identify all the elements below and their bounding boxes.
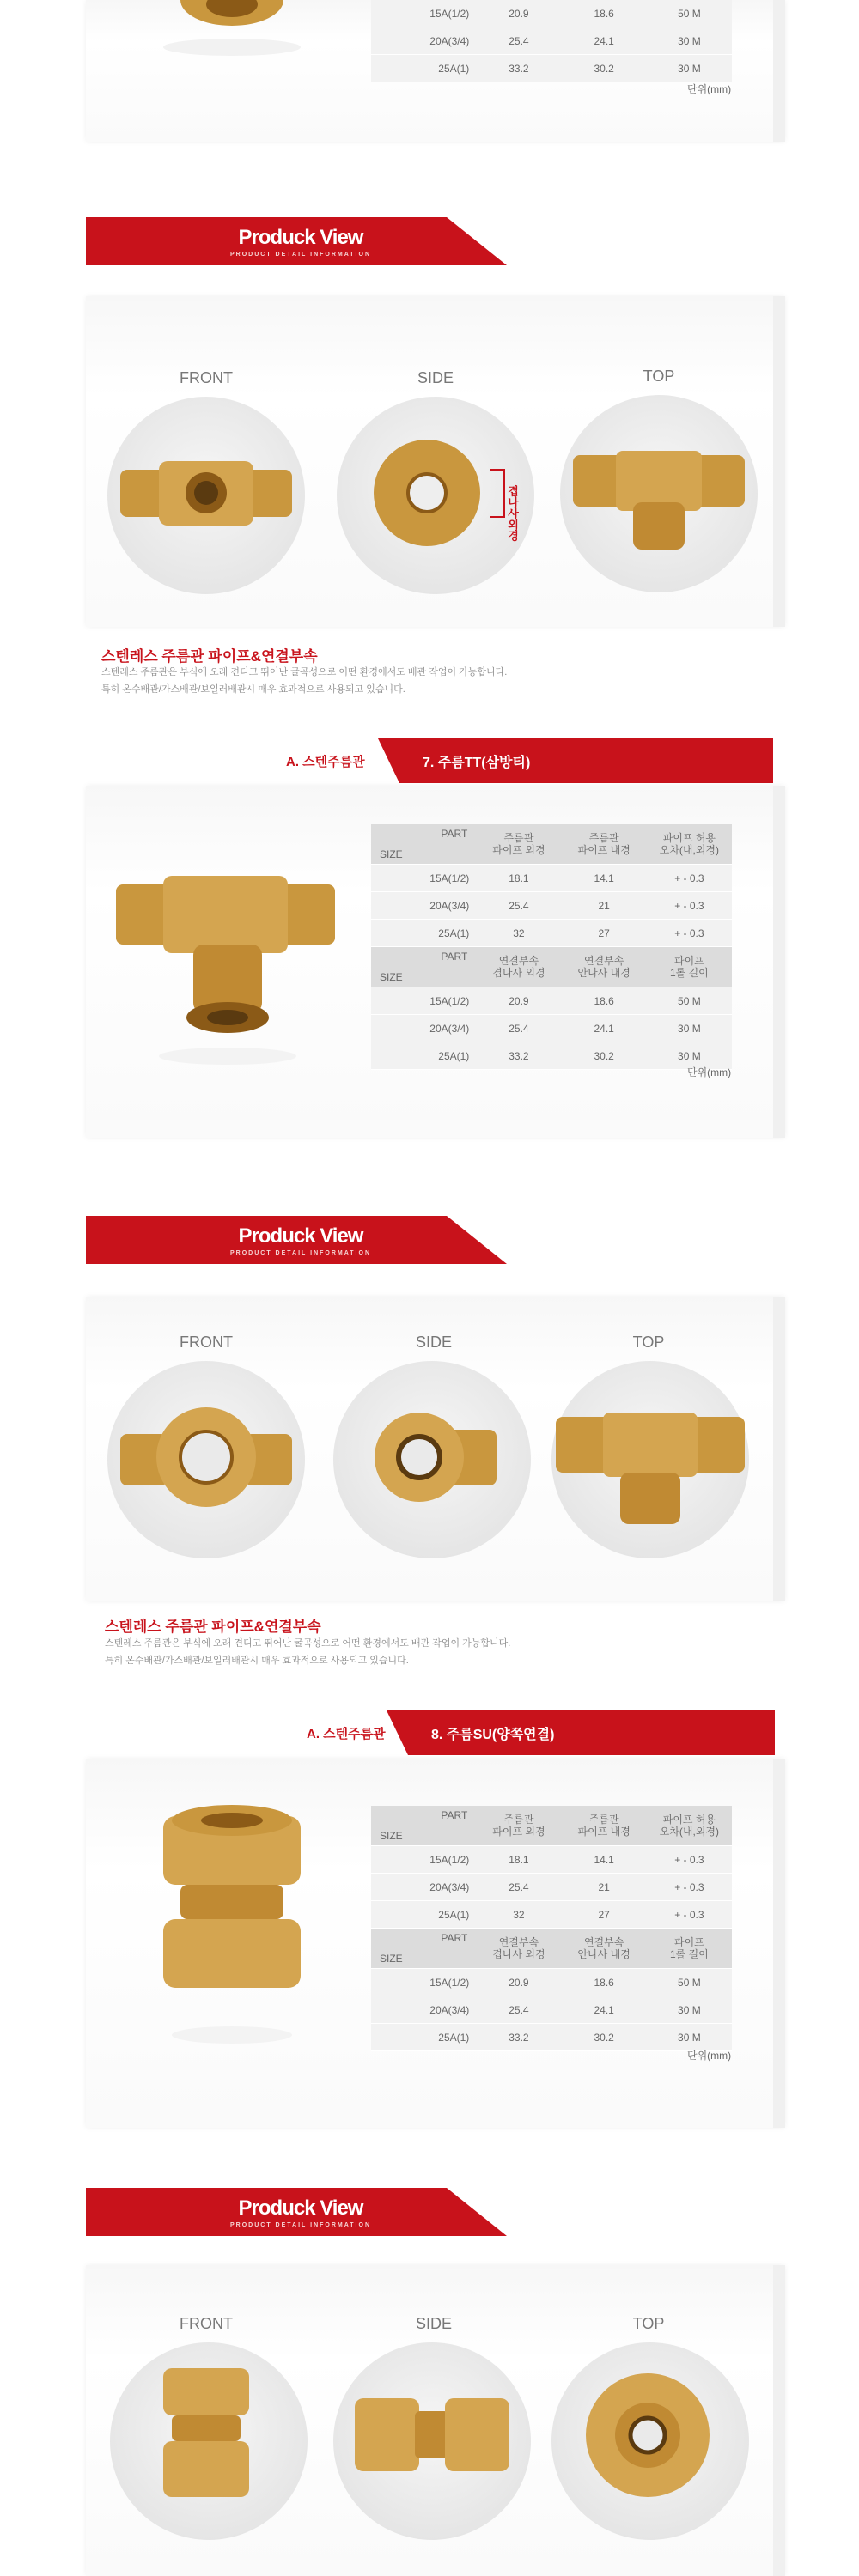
brass-tee-front-image bbox=[107, 1361, 305, 1558]
table-row: 20A(3/4) 25.4 21 + - 0.3 bbox=[371, 892, 732, 920]
table-row: 25A(1) 33.2 30.2 30 M bbox=[371, 2024, 732, 2051]
spec-table bbox=[371, 1806, 732, 2051]
table-row: 15A(1/2) 20.9 18.6 50 M bbox=[371, 0, 732, 27]
table-row: 25A(1) 33.2 30.2 30 M bbox=[371, 1042, 732, 1070]
product-category-bar bbox=[86, 1710, 773, 1755]
banner-title: Produck View bbox=[238, 226, 363, 249]
unit-label: 단위(mm) bbox=[687, 2050, 732, 2062]
view-label-top: TOP bbox=[632, 1334, 665, 1351]
brass-union-product-image bbox=[146, 1803, 318, 2061]
table-header-row: PART SIZE 주름관 파이프 외경 주름관 파이프 내경 파이프 허용 오차(내,외경) bbox=[371, 824, 732, 865]
view-label-front: FRONT bbox=[180, 1334, 233, 1351]
product-photo-previous bbox=[129, 0, 344, 69]
brass-union-top-image bbox=[551, 2342, 749, 2540]
view-label-front: FRONT bbox=[180, 369, 233, 386]
brass-tee-top-image bbox=[551, 1361, 749, 1558]
view-label-side: SIDE bbox=[415, 2315, 452, 2332]
banner-title: Produck View bbox=[238, 2196, 363, 2220]
table-row: 15A(1/2) 18.1 14.1 + - 0.3 bbox=[371, 1846, 732, 1874]
fitting-info-title: 스텐레스 주름관 파이프&연결부속 bbox=[101, 648, 318, 665]
product-name: 8. 주름SU(양쪽연결) bbox=[431, 1728, 555, 1742]
view-label-top: TOP bbox=[632, 2315, 665, 2332]
table-row: 20A(3/4) 25.4 24.1 30 M bbox=[371, 1015, 732, 1042]
brass-fitting-image bbox=[129, 0, 344, 69]
product-name: 7. 주름TT(삼방티) bbox=[423, 756, 531, 770]
spec-table-previous bbox=[371, 0, 732, 82]
table-row: 25A(1) 32 27 + - 0.3 bbox=[371, 1901, 732, 1929]
view-label-top: TOP bbox=[643, 368, 675, 385]
view-label-side: SIDE bbox=[415, 1334, 452, 1351]
brass-tee-product-image bbox=[103, 850, 369, 1073]
brass-tee-side-image bbox=[333, 1361, 531, 1558]
product-view-banner bbox=[86, 1216, 507, 1264]
brass-union-side-image bbox=[333, 2342, 531, 2540]
fitting-info-description: 스텐레스 주름관은 부식에 오래 견디고 뛰어난 굴곡성으로 어떤 환경에서도 배관 작업이 가능합니다. 특히 온수배관/가스배관/보일러배관시 매우 효과적으로 사용되고 있습니다. bbox=[105, 1638, 511, 1666]
spec-table bbox=[371, 824, 732, 1070]
banner-subtitle: PRODUCT DETAIL INFORMATION bbox=[230, 1250, 371, 1256]
brass-union-front-image bbox=[110, 2342, 308, 2540]
view-label-side: SIDE bbox=[417, 369, 454, 386]
category-bar-arrow bbox=[378, 738, 412, 783]
brass-tee-top-image bbox=[560, 395, 758, 592]
unit-label: 단위(mm) bbox=[687, 83, 732, 95]
fitting-info-title: 스텐레스 주름관 파이프&연결부속 bbox=[105, 1619, 321, 1635]
table-row: 25A(1) 32 27 + - 0.3 bbox=[371, 920, 732, 947]
unit-label: 단위(mm) bbox=[687, 1066, 732, 1078]
table-row: 20A(3/4) 25.4 24.1 30 M bbox=[371, 27, 732, 55]
category-prefix: A. 스텐주름관 bbox=[286, 755, 365, 769]
table-header-row: PART SIZE 연결부속 겹나사 외경 연결부속 안나사 내경 파이프 1롤 길이 bbox=[371, 947, 732, 987]
table-row: 25A(1) 33.2 30.2 30 M bbox=[371, 55, 732, 82]
product-view-banner bbox=[86, 2188, 507, 2236]
table-row: 15A(1/2) 18.1 14.1 + - 0.3 bbox=[371, 865, 732, 892]
side-dimension-label: 겹나사외경 bbox=[506, 485, 519, 541]
table-row: 15A(1/2) 20.9 18.6 50 M bbox=[371, 987, 732, 1015]
view-label-front: FRONT bbox=[180, 2315, 233, 2332]
brass-tee-front-image bbox=[107, 397, 305, 594]
category-bar-arrow bbox=[387, 1710, 421, 1755]
banner-subtitle: PRODUCT DETAIL INFORMATION bbox=[230, 252, 371, 258]
table-row: 20A(3/4) 25.4 21 + - 0.3 bbox=[371, 1874, 732, 1901]
banner-title: Produck View bbox=[238, 1224, 363, 1248]
product-view-banner bbox=[86, 217, 507, 265]
table-header-row: PART SIZE 주름관 파이프 외경 주름관 파이프 내경 파이프 허용 오차(내,외경) bbox=[371, 1806, 732, 1846]
table-row: 20A(3/4) 25.4 24.1 30 M bbox=[371, 1996, 732, 2024]
category-prefix: A. 스텐주름관 bbox=[307, 1727, 386, 1741]
table-row: 15A(1/2) 20.9 18.6 50 M bbox=[371, 1969, 732, 1996]
banner-subtitle: PRODUCT DETAIL INFORMATION bbox=[230, 2222, 371, 2228]
product-category-bar bbox=[86, 738, 773, 783]
fitting-info-description: 스텐레스 주름관은 부식에 오래 견디고 뛰어난 굴곡성으로 어떤 환경에서도 배관 작업이 가능합니다. 특히 온수배관/가스배관/보일러배관시 매우 효과적으로 사용되고 있습니다. bbox=[101, 667, 508, 695]
table-header-row: PART SIZE 연결부속 겹나사 외경 연결부속 안나사 내경 파이프 1롤 길이 bbox=[371, 1929, 732, 1969]
